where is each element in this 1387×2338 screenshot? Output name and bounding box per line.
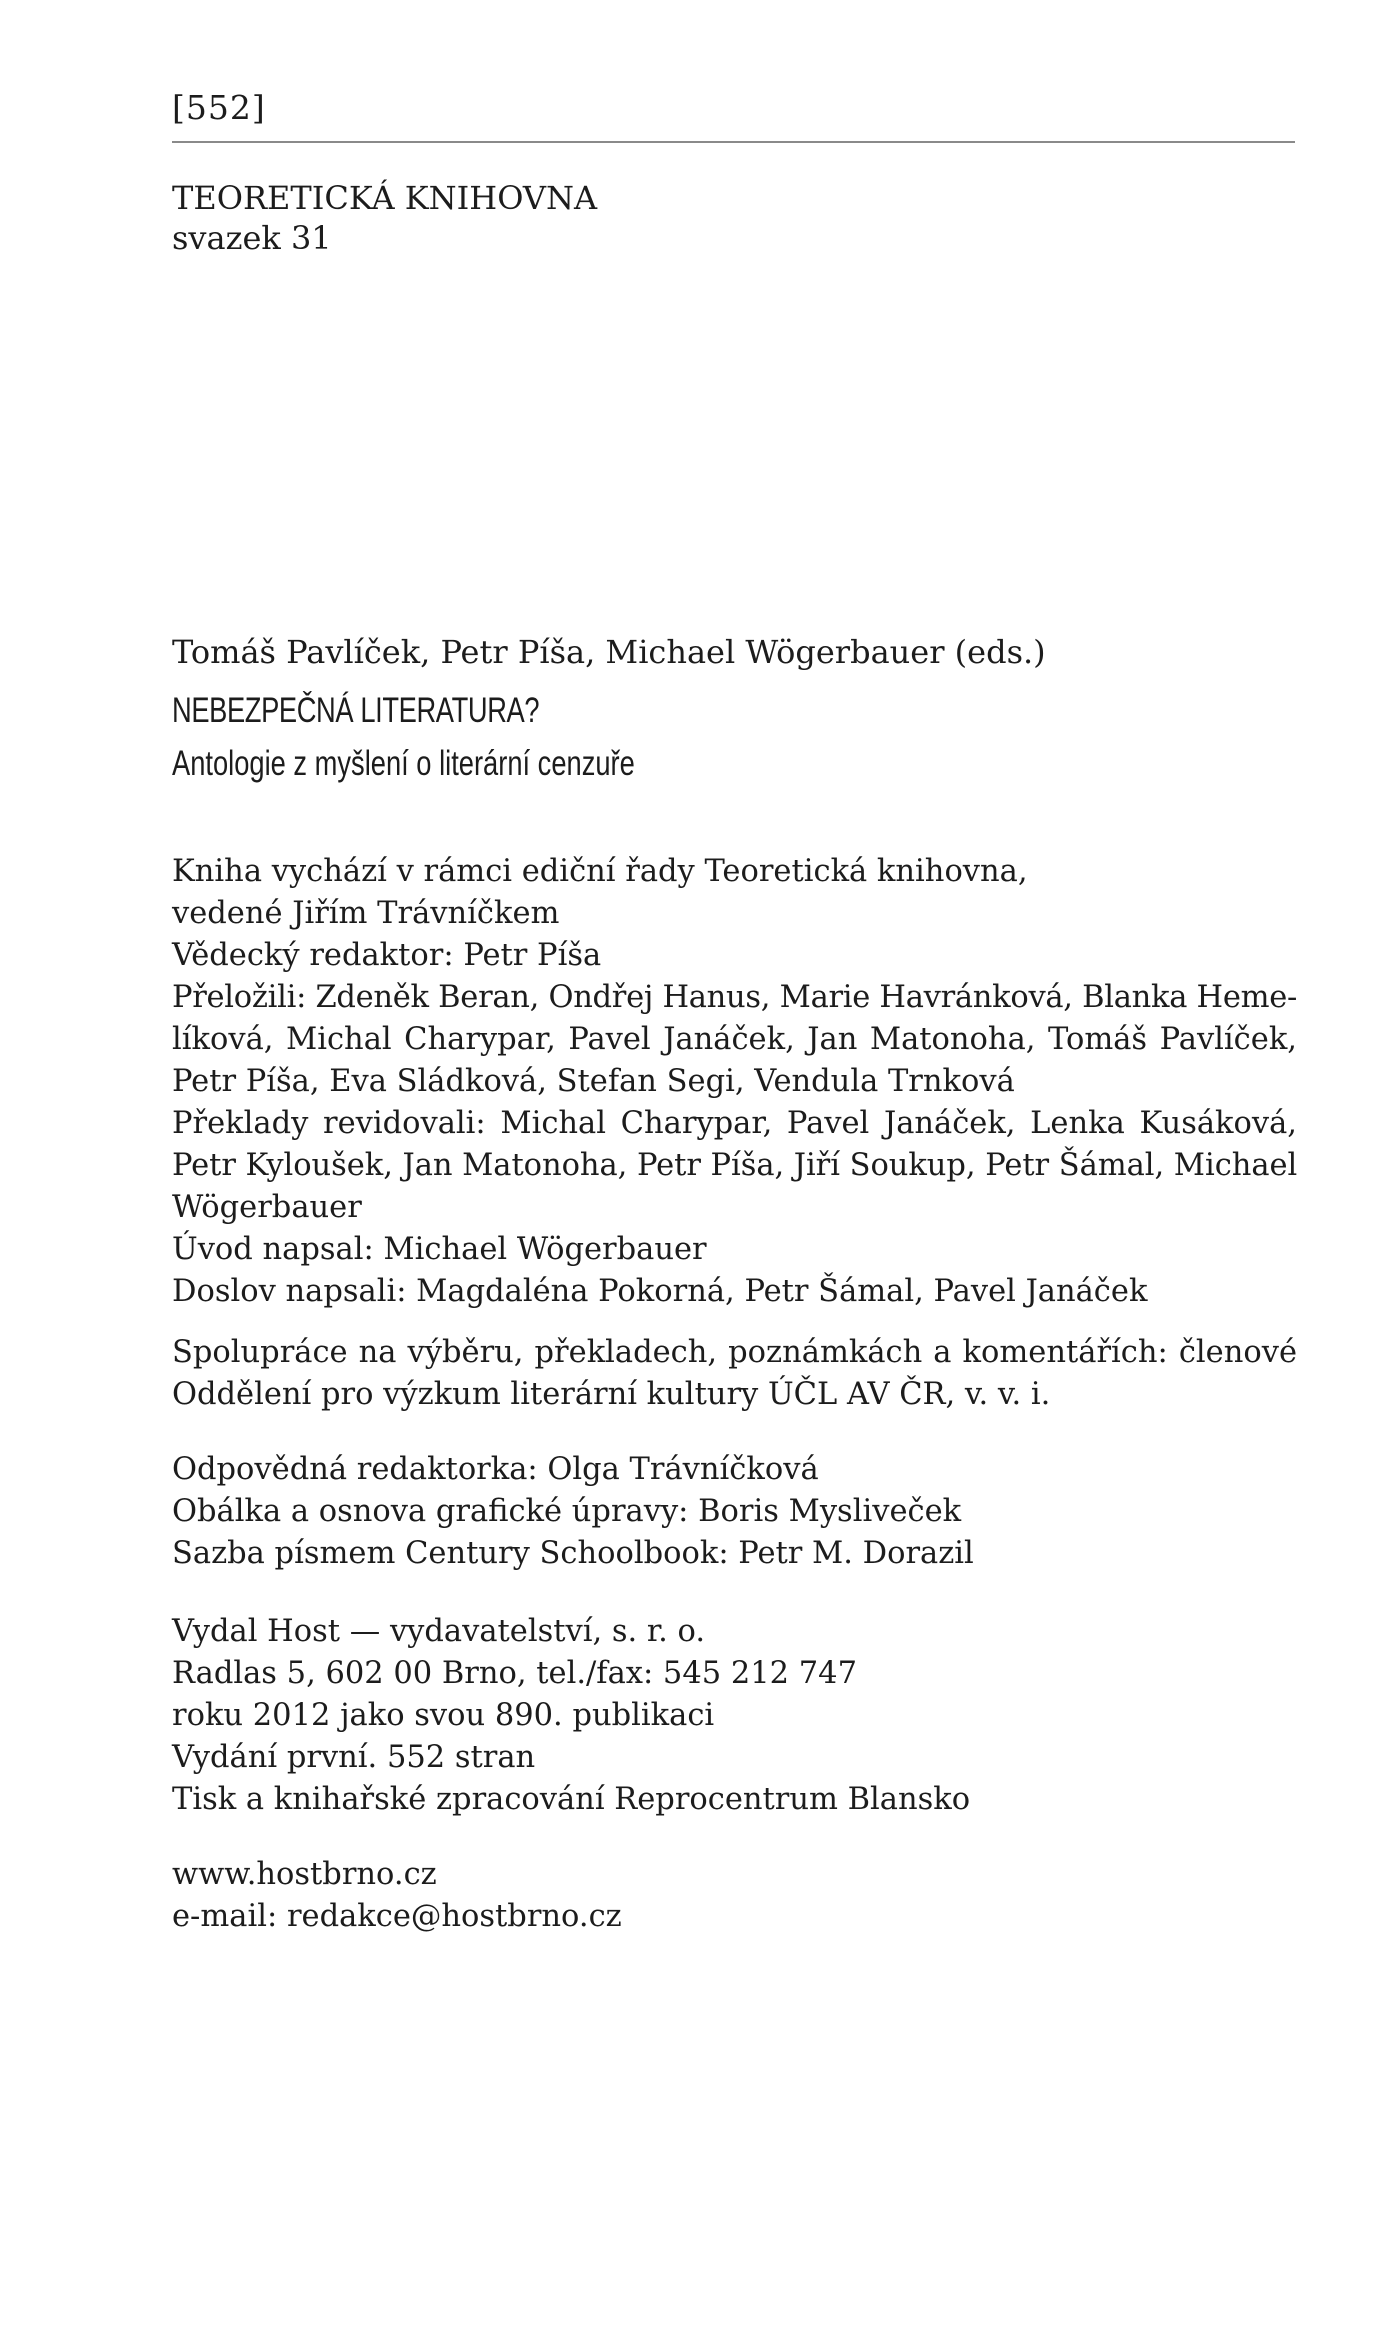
credits-line: Kniha vychází v rámci ediční řady Teoretická knihovna, <box>172 854 1028 889</box>
publisher-line: Tisk a knihařské zpracování Reprocentrum Blansko <box>172 1782 971 1817</box>
series-info <box>172 178 597 258</box>
book-subtitle: Antologie z myšlení o literární cenzuře <box>172 744 635 783</box>
publisher-line: Radlas 5, 602 00 Brno, tel./fax: 545 212 747 <box>172 1656 857 1691</box>
contact-block <box>172 1854 1297 1938</box>
credits-line: Překlady revidovali: Michal Charypar, Pavel Janáček, Lenka Kusáková, <box>172 1106 1297 1141</box>
publisher-line: roku 2012 jako svou 890. publikaci <box>172 1698 715 1733</box>
cooperation-line: Oddělení pro výzkum literární kultury ÚČL AV ČR, v. v. i. <box>172 1377 1051 1412</box>
website-text: www.hostbrno.cz <box>172 1857 437 1892</box>
cooperation-line: Spolupráce na výběru, překladech, poznámkách a komentářích: členové <box>172 1335 1297 1370</box>
credits-line: Úvod napsal: Michael Wögerbauer <box>172 1232 707 1267</box>
credits-line: Vědecký redaktor: Petr Píša <box>172 938 602 973</box>
publisher-line: Vydal Host — vydavatelství, s. r. o. <box>172 1614 706 1649</box>
credits-line: líková, Michal Charypar, Pavel Janáček, Jan Matonoha, Tomáš Pavlíček, <box>172 1022 1297 1057</box>
series-name: TEORETICKÁ KNIHOVNA <box>172 179 598 217</box>
email-text: e-mail: redakce@hostbrno.cz <box>172 1899 622 1934</box>
credits-line: Doslov napsali: Magdaléna Pokorná, Petr Šámal, Pavel Janáček <box>172 1274 1148 1309</box>
header-rule <box>172 141 1295 143</box>
editorial-line: Obálka a osnova grafické úpravy: Boris Mysliveček <box>172 1494 962 1529</box>
editorial-block <box>172 1449 1297 1575</box>
series-volume: svazek 31 <box>172 219 332 257</box>
editorial-line: Sazba písmem Century Schoolbook: Petr M. Dorazil <box>172 1536 974 1571</box>
book-editors: Tomáš Pavlíček, Petr Píša, Michael Wögerbauer (eds.) <box>172 633 1046 671</box>
credits-line: Petr Kyloušek, Jan Matonoha, Petr Píša, Jiří Soukup, Petr Šámal, Michael <box>172 1148 1298 1183</box>
publisher-block <box>172 1611 1297 1821</box>
page-number: [552] <box>172 88 266 127</box>
credits-block <box>172 851 1297 1313</box>
credits-line: Petr Píša, Eva Sládková, Stefan Segi, Vendula Trnková <box>172 1064 1015 1099</box>
cooperation-block <box>172 1332 1297 1416</box>
publisher-line: Vydání první. 552 stran <box>172 1740 536 1775</box>
book-title: NEBEZPEČNÁ LITERATURA? <box>172 691 540 730</box>
editorial-line: Odpovědná redaktorka: Olga Trávníčková <box>172 1452 819 1487</box>
credits-line: Přeložili: Zdeněk Beran, Ondřej Hanus, Marie Havránková, Blanka Heme- <box>172 980 1298 1015</box>
credits-line: Wögerbauer <box>172 1190 362 1225</box>
credits-line: vedené Jiřím Trávníčkem <box>172 896 560 931</box>
